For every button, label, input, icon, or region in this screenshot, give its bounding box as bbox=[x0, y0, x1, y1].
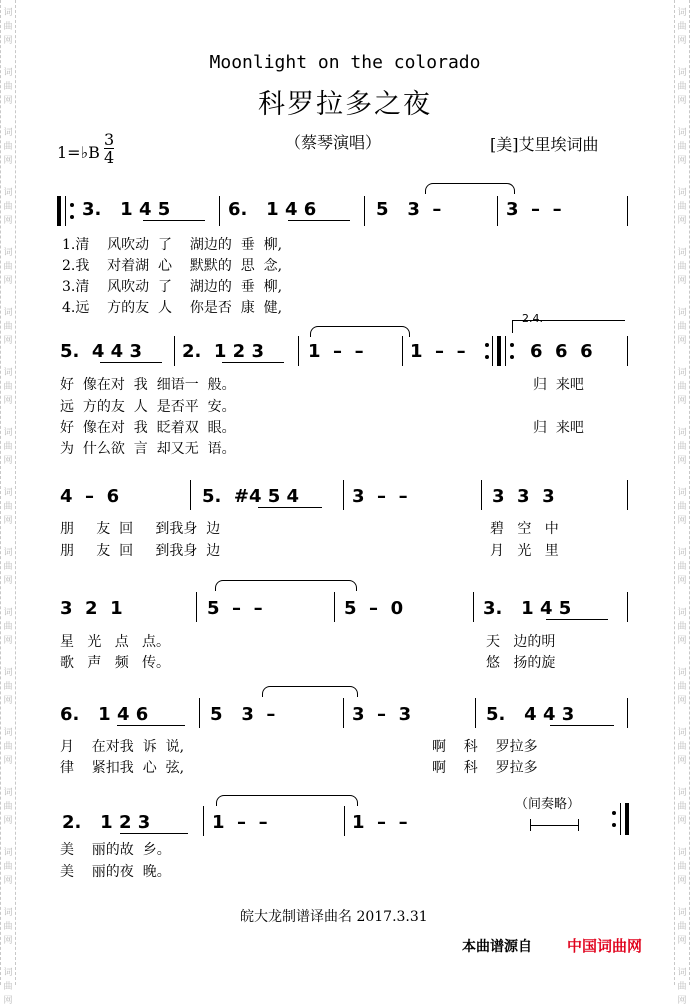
watermark-char: 曲 bbox=[677, 322, 687, 332]
watermark-char: 网 bbox=[677, 276, 687, 286]
watermark-char: 网 bbox=[3, 996, 13, 1006]
barline bbox=[481, 480, 482, 510]
beam bbox=[288, 220, 350, 221]
watermark-char: 词 bbox=[677, 308, 687, 318]
barline bbox=[343, 480, 344, 510]
watermark-char: 网 bbox=[677, 816, 687, 826]
watermark-char: 曲 bbox=[3, 202, 13, 212]
watermark-char: 曲 bbox=[677, 802, 687, 812]
barline bbox=[199, 698, 200, 728]
tie bbox=[215, 580, 357, 591]
repeat-dot bbox=[510, 355, 514, 359]
lyric-line: 歌 声 频 传。 bbox=[60, 655, 171, 671]
watermark-char: 曲 bbox=[677, 442, 687, 452]
watermark-char: 词 bbox=[677, 68, 687, 78]
lyric-line: 2.我 对着湖 心 默默的 思 念, bbox=[62, 258, 283, 274]
watermark-char: 曲 bbox=[3, 502, 13, 512]
measure-8: 1 – – bbox=[410, 341, 466, 362]
measure-10: 4 – 6 bbox=[60, 486, 120, 507]
watermark-char: 词 bbox=[3, 368, 13, 378]
watermark-char: 网 bbox=[3, 96, 13, 106]
watermark-char: 曲 bbox=[3, 382, 13, 392]
watermark-char: 词 bbox=[3, 308, 13, 318]
watermark-char: 网 bbox=[677, 696, 687, 706]
measure-18: 6. 1 4 6 bbox=[60, 704, 149, 725]
barline bbox=[203, 806, 204, 836]
measure-24: 1 – – bbox=[352, 812, 408, 833]
watermark-char: 网 bbox=[3, 936, 13, 946]
measure-1: 3. 1 4 5 bbox=[82, 199, 171, 220]
time-signature bbox=[104, 131, 114, 166]
watermark-char: 曲 bbox=[677, 982, 687, 992]
barline bbox=[190, 480, 191, 510]
barline bbox=[627, 196, 628, 226]
key-signature: 1=♭B bbox=[57, 143, 100, 162]
measure-22: 2. 1 2 3 bbox=[62, 812, 151, 833]
measure-21: 5. 4 4 3 bbox=[486, 704, 575, 725]
watermark-char: 词 bbox=[677, 728, 687, 738]
repeat-start-thick bbox=[57, 196, 61, 226]
watermark-char: 曲 bbox=[677, 502, 687, 512]
tie bbox=[425, 183, 515, 194]
barline bbox=[627, 480, 628, 510]
interlude-tick bbox=[530, 819, 531, 831]
watermark-char: 曲 bbox=[3, 922, 13, 932]
watermark-char: 网 bbox=[677, 756, 687, 766]
watermark-char: 网 bbox=[3, 516, 13, 526]
lyric-line: 归 来吧 bbox=[533, 377, 584, 393]
watermark-char: 网 bbox=[677, 576, 687, 586]
lyric-line: 1.清 风吹动 了 湖边的 垂 柳, bbox=[62, 237, 283, 253]
beam bbox=[546, 619, 608, 620]
measure-6: 2. 1 2 3 bbox=[182, 341, 265, 362]
watermark-char: 词 bbox=[677, 8, 687, 18]
watermark-char: 词 bbox=[3, 548, 13, 558]
watermark-right bbox=[674, 0, 690, 1006]
repeat-dot bbox=[485, 343, 489, 347]
lyric-line: 悠 扬的旋 bbox=[486, 655, 556, 671]
watermark-char: 词 bbox=[677, 788, 687, 798]
barline bbox=[343, 698, 344, 728]
measure-17: 3. 1 4 5 bbox=[483, 598, 572, 619]
repeat-dot bbox=[70, 215, 74, 219]
beam bbox=[258, 507, 322, 508]
repeat-dot bbox=[485, 355, 489, 359]
lyric-line: 月 光 里 bbox=[490, 543, 559, 559]
watermark-char: 曲 bbox=[677, 742, 687, 752]
measure-13: 3 3 3 bbox=[492, 486, 555, 507]
watermark-char: 曲 bbox=[3, 982, 13, 992]
watermark-char: 网 bbox=[677, 936, 687, 946]
measure-23: 1 – – bbox=[212, 812, 268, 833]
barline bbox=[219, 196, 220, 226]
lyric-line: 3.清 风吹动 了 湖边的 垂 柳, bbox=[62, 279, 283, 295]
measure-20: 3 – 3 bbox=[352, 704, 412, 725]
watermark-char: 词 bbox=[3, 68, 13, 78]
tie bbox=[262, 686, 358, 697]
measure-15: 5 – – bbox=[207, 598, 263, 619]
watermark-char: 曲 bbox=[3, 682, 13, 692]
watermark-char: 词 bbox=[3, 668, 13, 678]
beam bbox=[550, 725, 614, 726]
watermark-char: 曲 bbox=[3, 82, 13, 92]
watermark-char: 词 bbox=[3, 128, 13, 138]
repeat-end-thin bbox=[492, 336, 493, 366]
watermark-char: 曲 bbox=[3, 322, 13, 332]
measure-7: 1 – – bbox=[308, 341, 364, 362]
watermark-char: 网 bbox=[677, 156, 687, 166]
watermark-char: 词 bbox=[3, 8, 13, 18]
watermark-char: 曲 bbox=[677, 562, 687, 572]
title-chinese: 科罗拉多之夜 bbox=[258, 89, 432, 120]
tie bbox=[310, 326, 410, 337]
repeat-start-thin bbox=[65, 196, 66, 226]
repeat-end-thick bbox=[497, 336, 501, 366]
lyric-line: 归 来吧 bbox=[533, 420, 584, 436]
watermark-char: 词 bbox=[677, 968, 687, 978]
measure-5: 5. 4 4 3 bbox=[60, 341, 143, 362]
watermark-char: 词 bbox=[677, 668, 687, 678]
lyric-line: 朋 友 回 到我身 边 bbox=[60, 543, 221, 559]
barline bbox=[627, 698, 628, 728]
watermark-char: 曲 bbox=[677, 202, 687, 212]
watermark-char: 曲 bbox=[3, 262, 13, 272]
barline bbox=[196, 592, 197, 622]
watermark-char: 词 bbox=[677, 848, 687, 858]
barline bbox=[334, 592, 335, 622]
watermark-char: 词 bbox=[3, 608, 13, 618]
barline bbox=[627, 592, 628, 622]
lyric-line: 远 方的友 人 是否平 安。 bbox=[60, 399, 236, 415]
measure-16: 5 – 0 bbox=[344, 598, 404, 619]
watermark-char: 网 bbox=[677, 636, 687, 646]
watermark-char: 网 bbox=[3, 36, 13, 46]
watermark-char: 网 bbox=[3, 816, 13, 826]
watermark-char: 网 bbox=[677, 516, 687, 526]
lyric-line: 朋 友 回 到我身 边 bbox=[60, 521, 221, 537]
lyric-line: 好 像在对 我 细语一 般。 bbox=[60, 377, 236, 393]
watermark-char: 曲 bbox=[3, 142, 13, 152]
watermark-char: 曲 bbox=[677, 142, 687, 152]
beam bbox=[143, 220, 205, 221]
interlude-note: （间奏略） bbox=[515, 797, 581, 812]
watermark-char: 词 bbox=[677, 908, 687, 918]
watermark-char: 词 bbox=[677, 488, 687, 498]
measure-2: 6. 1 4 6 bbox=[228, 199, 317, 220]
source-label: 本曲谱源自 bbox=[462, 939, 532, 955]
lyric-line: 为 什么欲 言 却又无 语。 bbox=[60, 441, 236, 457]
watermark-char: 曲 bbox=[3, 22, 13, 32]
watermark-char: 网 bbox=[677, 456, 687, 466]
watermark-char: 词 bbox=[3, 248, 13, 258]
watermark-char: 曲 bbox=[3, 562, 13, 572]
measure-4: 3 – – bbox=[506, 199, 562, 220]
watermark-char: 曲 bbox=[677, 82, 687, 92]
barline bbox=[364, 196, 365, 226]
watermark-char: 网 bbox=[3, 756, 13, 766]
interlude-rest-line bbox=[530, 825, 578, 826]
lyric-line: 律 紧扣我 心 弦, bbox=[60, 760, 185, 776]
watermark-char: 网 bbox=[3, 396, 13, 406]
lyric-line: 4.远 方的友 人 你是否 康 健, bbox=[62, 300, 283, 316]
watermark-char: 网 bbox=[3, 216, 13, 226]
repeat-end-thick bbox=[625, 803, 629, 835]
watermark-left bbox=[0, 0, 16, 1006]
watermark-char: 词 bbox=[677, 428, 687, 438]
watermark-char: 网 bbox=[3, 336, 13, 346]
beam bbox=[222, 362, 284, 363]
lyric-line: 碧 空 中 bbox=[490, 521, 559, 537]
measure-12: 3 – – bbox=[352, 486, 408, 507]
barline bbox=[298, 336, 299, 366]
watermark-char: 网 bbox=[677, 996, 687, 1006]
transcriber-credit: 皖大龙制谱译曲名 2017.3.31 bbox=[240, 909, 428, 925]
volta-label: 2.4. bbox=[522, 312, 543, 325]
watermark-char: 网 bbox=[677, 396, 687, 406]
watermark-char: 曲 bbox=[3, 622, 13, 632]
watermark-char: 词 bbox=[3, 788, 13, 798]
watermark-char: 曲 bbox=[3, 862, 13, 872]
time-denominator: 4 bbox=[104, 148, 115, 167]
barline bbox=[475, 698, 476, 728]
watermark-char: 词 bbox=[677, 548, 687, 558]
watermark-char: 曲 bbox=[677, 682, 687, 692]
watermark-char: 网 bbox=[3, 456, 13, 466]
repeat-dot bbox=[510, 343, 514, 347]
lyric-line: 啊 科 罗拉多 bbox=[432, 739, 538, 755]
watermark-char: 网 bbox=[3, 156, 13, 166]
watermark-char: 网 bbox=[677, 876, 687, 886]
interlude-tick bbox=[578, 819, 579, 831]
repeat-dot bbox=[612, 823, 616, 827]
beam bbox=[117, 725, 185, 726]
measure-9: 6 6 6 bbox=[530, 341, 593, 362]
watermark-char: 曲 bbox=[677, 622, 687, 632]
watermark-char: 词 bbox=[3, 488, 13, 498]
watermark-char: 词 bbox=[3, 908, 13, 918]
composer-credit: [美]艾里埃词曲 bbox=[490, 135, 599, 154]
watermark-char: 词 bbox=[677, 188, 687, 198]
repeat-dot bbox=[612, 811, 616, 815]
lyric-line: 月 在对我 诉 说, bbox=[60, 739, 185, 755]
watermark-char: 曲 bbox=[3, 742, 13, 752]
watermark-char: 网 bbox=[677, 36, 687, 46]
barline bbox=[402, 336, 403, 366]
tie bbox=[216, 795, 358, 806]
repeat-start-thin bbox=[505, 336, 506, 366]
beam bbox=[100, 362, 162, 363]
watermark-char: 词 bbox=[3, 968, 13, 978]
watermark-char: 词 bbox=[3, 728, 13, 738]
repeat-end-thin bbox=[620, 803, 621, 835]
watermark-char: 网 bbox=[3, 636, 13, 646]
watermark-char: 词 bbox=[3, 848, 13, 858]
lyric-line: 星 光 点 点。 bbox=[60, 634, 171, 650]
lyric-line: 好 像在对 我 眨着双 眼。 bbox=[60, 420, 236, 436]
lyric-line: 美 丽的夜 晚。 bbox=[60, 864, 171, 880]
watermark-char: 曲 bbox=[677, 922, 687, 932]
measure-14: 3 2 1 bbox=[60, 598, 123, 619]
barline bbox=[473, 592, 474, 622]
watermark-char: 词 bbox=[677, 368, 687, 378]
watermark-char: 网 bbox=[3, 876, 13, 886]
watermark-char: 曲 bbox=[677, 382, 687, 392]
performer-note: （蔡琴演唱） bbox=[285, 133, 382, 152]
watermark-char: 词 bbox=[3, 428, 13, 438]
watermark-char: 曲 bbox=[3, 802, 13, 812]
watermark-char: 网 bbox=[3, 276, 13, 286]
watermark-char: 网 bbox=[3, 576, 13, 586]
barline bbox=[627, 336, 628, 366]
watermark-char: 网 bbox=[677, 216, 687, 226]
time-numerator: 3 bbox=[104, 130, 115, 149]
watermark-char: 曲 bbox=[677, 862, 687, 872]
lyric-line: 啊 科 罗拉多 bbox=[432, 760, 538, 776]
watermark-char: 曲 bbox=[3, 442, 13, 452]
watermark-char: 词 bbox=[3, 188, 13, 198]
source-site-link[interactable]: 中国词曲网 bbox=[567, 937, 643, 955]
watermark-char: 词 bbox=[677, 128, 687, 138]
watermark-char: 网 bbox=[677, 336, 687, 346]
lyric-line: 美 丽的故 乡。 bbox=[60, 842, 171, 858]
watermark-char: 网 bbox=[3, 696, 13, 706]
barline bbox=[497, 196, 498, 226]
lyric-line: 天 边的明 bbox=[486, 634, 556, 650]
watermark-char: 词 bbox=[677, 608, 687, 618]
watermark-char: 词 bbox=[677, 248, 687, 258]
watermark-char: 网 bbox=[677, 96, 687, 106]
watermark-char: 曲 bbox=[677, 262, 687, 272]
measure-19: 5 3 – bbox=[210, 704, 276, 725]
barline bbox=[344, 806, 345, 836]
measure-11: 5. #4 5 4 bbox=[202, 486, 300, 507]
barline bbox=[174, 336, 175, 366]
repeat-dot bbox=[70, 203, 74, 207]
watermark-char: 曲 bbox=[677, 22, 687, 32]
measure-3: 5 3 – bbox=[376, 199, 442, 220]
beam bbox=[120, 833, 188, 834]
title-english: Moonlight on the colorado bbox=[209, 52, 481, 73]
